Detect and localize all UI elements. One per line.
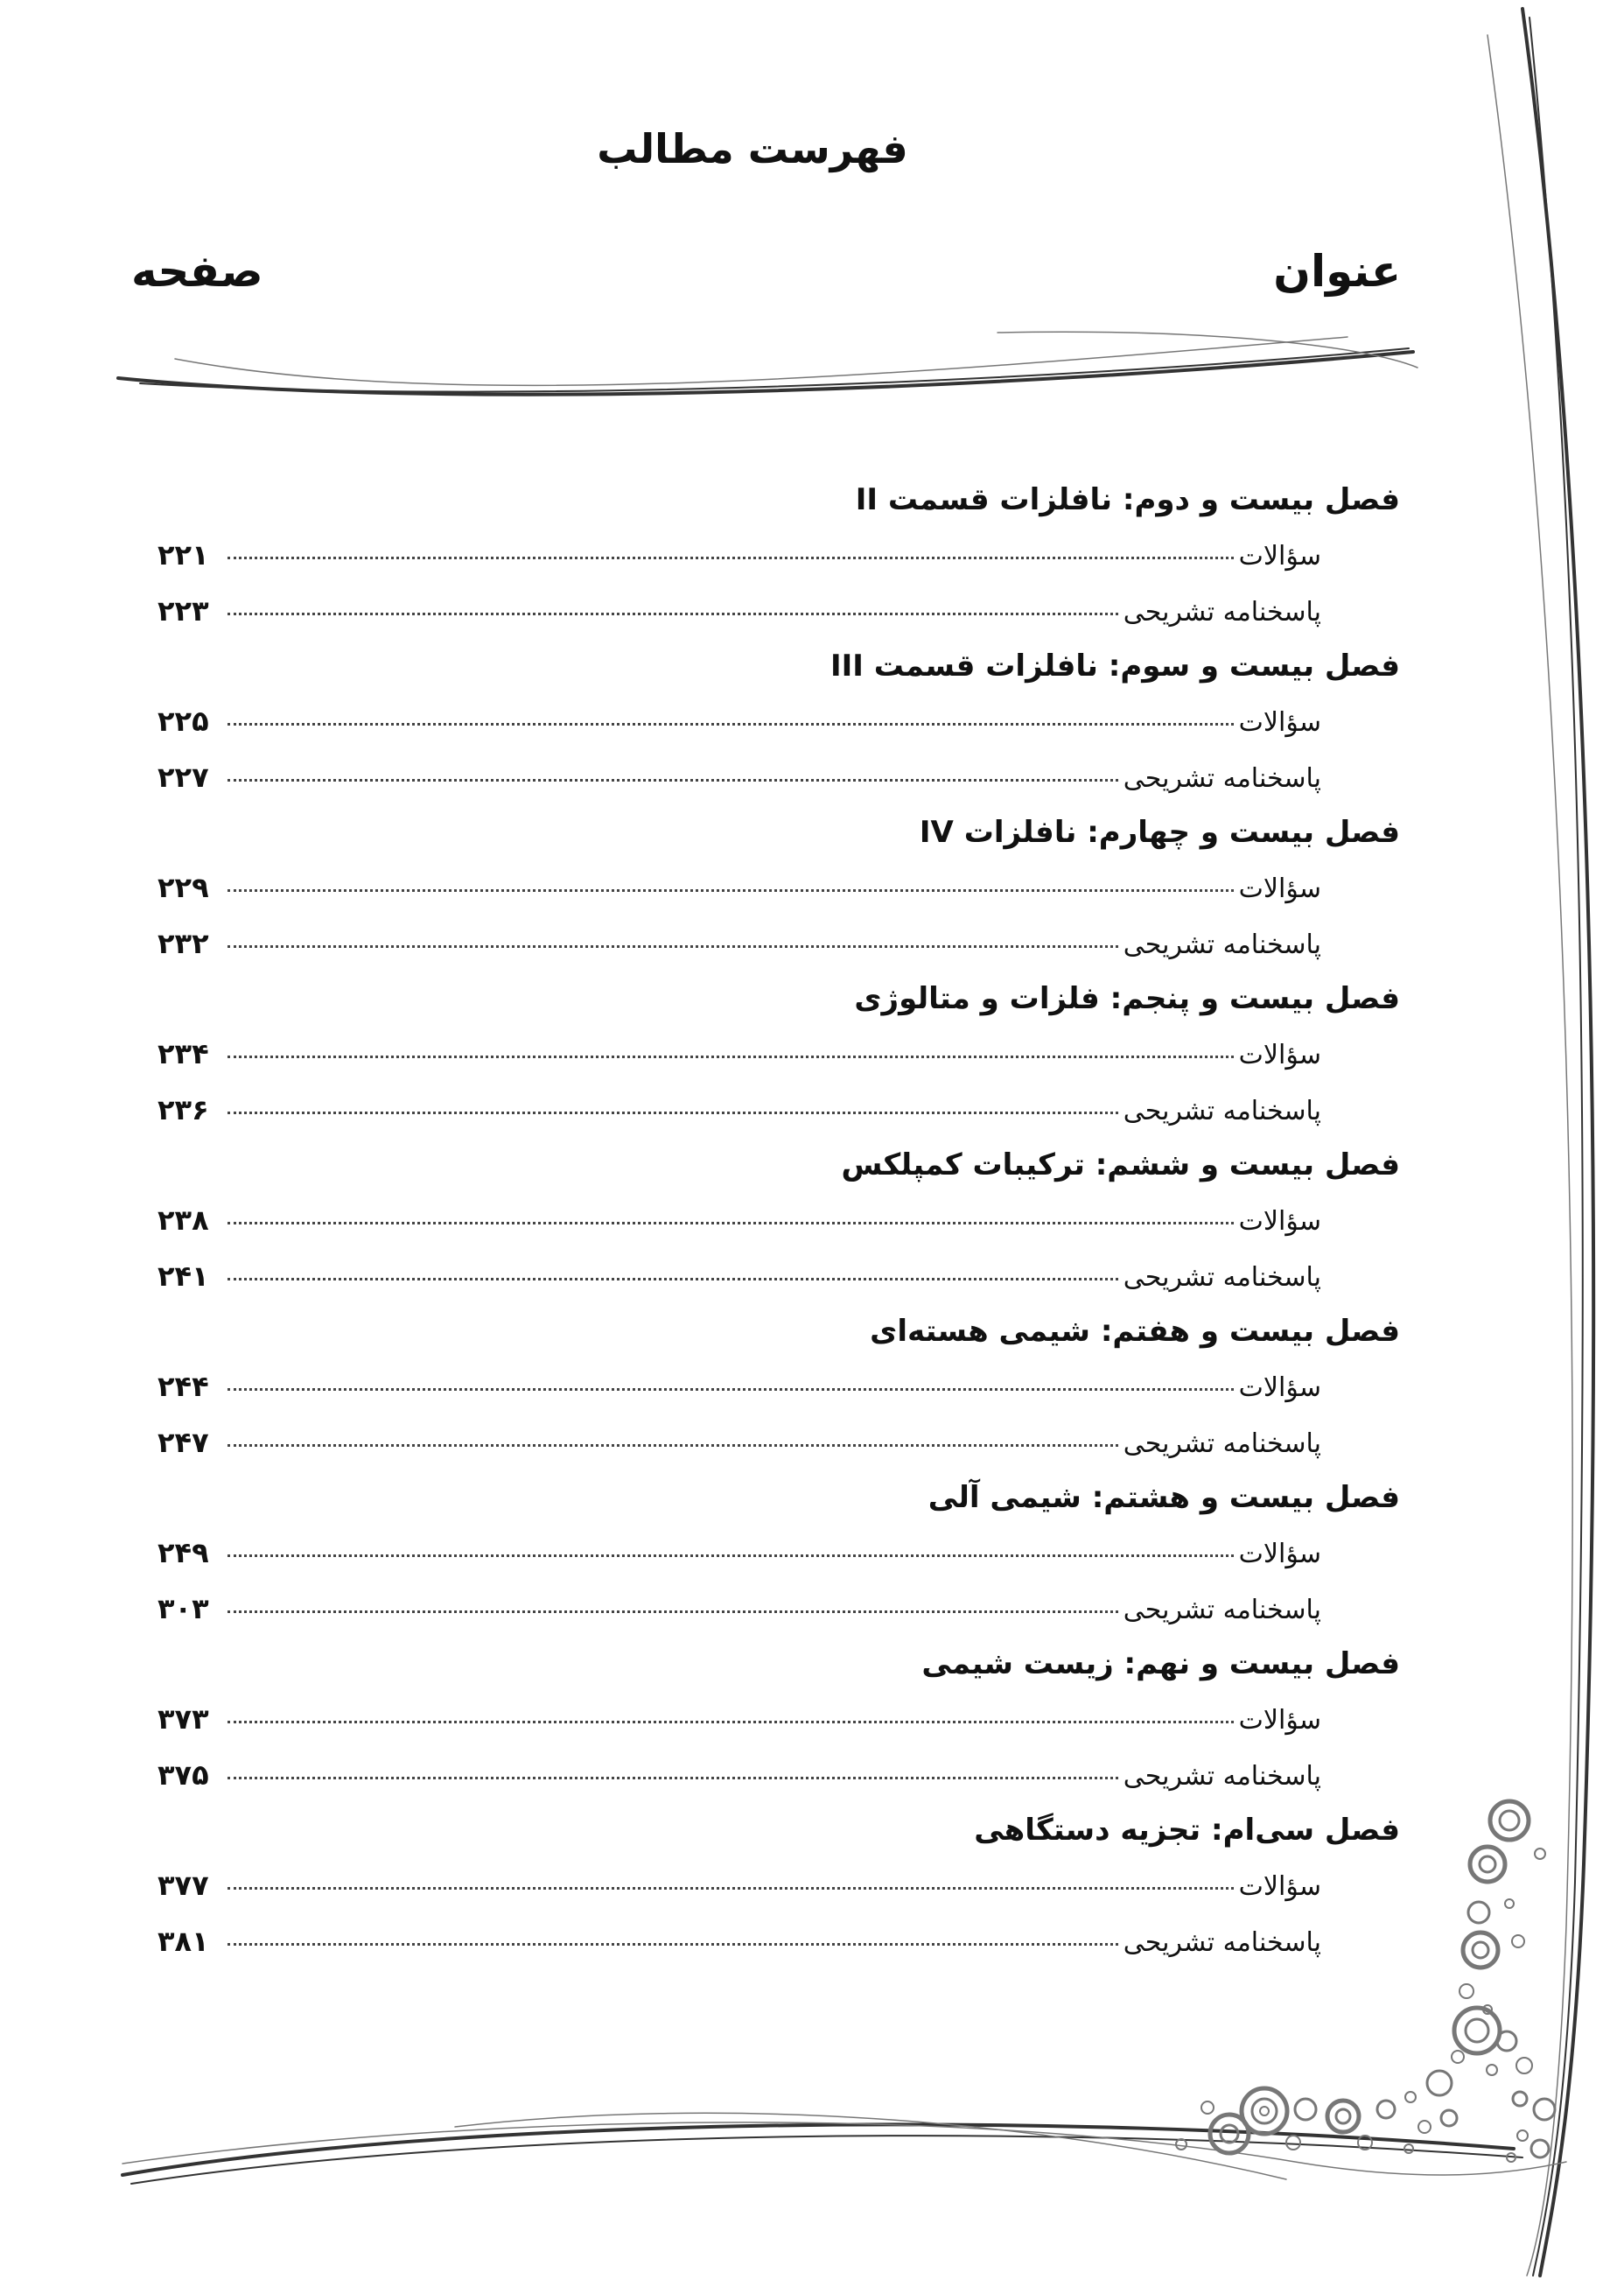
dot-leader	[228, 1610, 1118, 1613]
dot-leader	[228, 557, 1234, 559]
entry-label: پاسخنامه تشریحی	[1123, 1595, 1321, 1625]
entry-label: سؤالات	[1238, 873, 1321, 904]
table-of-contents	[158, 473, 1400, 1969]
dot-leader	[228, 889, 1234, 892]
page-number: ۲۴۷	[158, 1426, 209, 1459]
toc-chapter	[158, 805, 1400, 972]
toc-chapter	[158, 1138, 1400, 1304]
toc-chapter	[158, 639, 1400, 805]
toc-entry[interactable]	[158, 1747, 1400, 1803]
header-swoosh	[118, 332, 1418, 394]
dot-leader	[228, 779, 1118, 782]
page-number: ۲۲۹	[158, 871, 209, 904]
dot-leader	[228, 1056, 1234, 1058]
dot-leader	[228, 945, 1118, 948]
page-number: ۲۲۳	[158, 594, 209, 628]
toc-entry[interactable]	[158, 527, 1400, 583]
dot-leader	[228, 1887, 1234, 1890]
toc-chapter	[158, 1470, 1400, 1637]
dot-leader	[228, 1554, 1234, 1557]
toc-entry[interactable]	[158, 1082, 1400, 1138]
entry-label: سؤالات	[1238, 1871, 1321, 1902]
toc-chapter	[158, 972, 1400, 1138]
toc-entry[interactable]	[158, 693, 1400, 749]
toc-entry[interactable]	[158, 1913, 1400, 1969]
page-number: ۳۷۷	[158, 1869, 209, 1902]
toc-entry[interactable]	[158, 583, 1400, 639]
entry-label: پاسخنامه تشریحی	[1123, 930, 1321, 960]
toc-entry[interactable]	[158, 859, 1400, 916]
toc-entry[interactable]	[158, 1857, 1400, 1913]
page-number: ۳۷۳	[158, 1702, 209, 1736]
dot-leader	[228, 723, 1234, 726]
toc-entry[interactable]	[158, 1581, 1400, 1637]
entry-label: سؤالات	[1238, 1539, 1321, 1569]
toc-chapter	[158, 1803, 1400, 1969]
chapter-title[interactable]: فصل بیست و هشتم: شیمی آلی	[928, 1480, 1400, 1515]
toc-entry[interactable]	[158, 916, 1400, 972]
dot-leader	[228, 1777, 1118, 1779]
dot-leader	[228, 1222, 1234, 1224]
page-number: ۳۷۵	[158, 1758, 209, 1792]
page-number: ۲۳۶	[158, 1093, 209, 1126]
toc-chapter	[158, 1304, 1400, 1470]
chapter-title[interactable]: فصل بیست و چهارم: نافلزات IV	[919, 815, 1400, 850]
entry-label: پاسخنامه تشریحی	[1123, 763, 1321, 794]
column-heading-title: عنوان	[1273, 246, 1401, 297]
toc-entry[interactable]	[158, 1525, 1400, 1581]
page-title: فهرست مطالب	[597, 125, 908, 172]
toc-entry[interactable]	[158, 749, 1400, 805]
toc-entry[interactable]	[158, 1414, 1400, 1470]
entry-label: سؤالات	[1238, 1372, 1321, 1403]
chapter-title[interactable]: فصل سی‌ام: تجزیه دستگاهی	[974, 1813, 1400, 1848]
entry-label: سؤالات	[1238, 541, 1321, 572]
entry-label: سؤالات	[1238, 707, 1321, 738]
page-number: ۲۳۴	[158, 1037, 209, 1070]
dot-leader	[228, 1444, 1118, 1447]
dot-leader	[228, 613, 1118, 615]
entry-label: سؤالات	[1238, 1206, 1321, 1237]
page-number: ۲۴۹	[158, 1536, 209, 1569]
dot-leader	[228, 1278, 1118, 1280]
toc-entry[interactable]	[158, 1192, 1400, 1248]
chapter-title[interactable]: فصل بیست و هفتم: شیمی هسته‌ای	[870, 1314, 1400, 1349]
toc-entry[interactable]	[158, 1026, 1400, 1082]
page-number: ۳۰۳	[158, 1592, 209, 1625]
entry-label: پاسخنامه تشریحی	[1123, 1096, 1321, 1126]
page-number: ۳۸۱	[158, 1925, 209, 1958]
page-number: ۲۳۲	[158, 927, 209, 960]
page-number: ۲۲۷	[158, 761, 209, 794]
entry-label: سؤالات	[1238, 1040, 1321, 1070]
footer-swoosh	[122, 2113, 1566, 2184]
page-number: ۲۲۵	[158, 705, 209, 738]
toc-entry[interactable]	[158, 1358, 1400, 1414]
entry-label: پاسخنامه تشریحی	[1123, 1428, 1321, 1459]
entry-label: سؤالات	[1238, 1705, 1321, 1736]
entry-label: پاسخنامه تشریحی	[1123, 1761, 1321, 1792]
right-border-vines	[1488, 9, 1593, 2276]
page-number: ۲۴۱	[158, 1259, 209, 1293]
chapter-title[interactable]: فصل بیست و پنجم: فلزات و متالوژی	[854, 981, 1400, 1016]
page-number: ۲۴۴	[158, 1370, 209, 1403]
column-heading-page: صفحه	[131, 246, 263, 297]
toc-chapter	[158, 473, 1400, 639]
entry-label: پاسخنامه تشریحی	[1123, 1262, 1321, 1293]
toc-chapter	[158, 1637, 1400, 1803]
dot-leader	[228, 1388, 1234, 1391]
chapter-title[interactable]: فصل بیست و سوم: نافلزات قسمت III	[830, 649, 1400, 684]
chapter-title[interactable]: فصل بیست و دوم: نافلزات قسمت II	[855, 482, 1400, 517]
dot-leader	[228, 1112, 1118, 1114]
dot-leader	[228, 1721, 1234, 1723]
toc-entry[interactable]	[158, 1691, 1400, 1747]
chapter-title[interactable]: فصل بیست و نهم: زیست شیمی	[921, 1646, 1400, 1681]
page-number: ۲۳۸	[158, 1203, 209, 1237]
entry-label: پاسخنامه تشریحی	[1123, 1927, 1321, 1958]
dot-leader	[228, 1943, 1118, 1946]
page-number: ۲۲۱	[158, 538, 209, 572]
toc-entry[interactable]	[158, 1248, 1400, 1304]
chapter-title[interactable]: فصل بیست و ششم: ترکیبات کمپلکس	[841, 1147, 1400, 1182]
entry-label: پاسخنامه تشریحی	[1123, 597, 1321, 628]
